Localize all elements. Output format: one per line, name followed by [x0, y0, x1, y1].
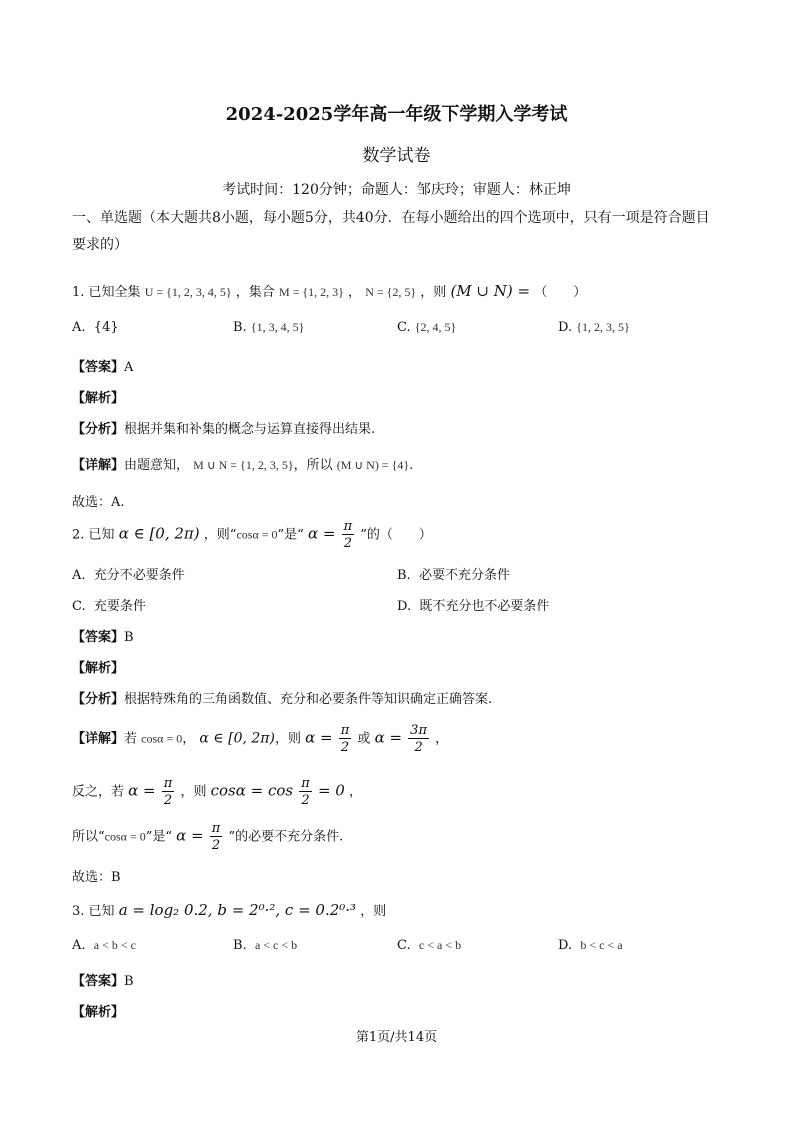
- q1-stem: 1. 已知全集 U = {1, 2, 3, 4, 5} ，集合 M = {1, 2, 3} ， N = {2, 5} ，则 (M ∪ N) = （ ）: [72, 282, 587, 300]
- q3-option-a: A. a < b < c: [72, 938, 136, 953]
- q2-answer: 【答案】B: [72, 630, 134, 645]
- q1-fenxi: 【分析】根据并集和补集的概念与运算直接得出结果.: [72, 422, 376, 437]
- q2-jiexi: 【解析】: [72, 661, 125, 676]
- q2-option-d: D. 既不充分也不必要条件: [397, 599, 550, 614]
- exam-subtitle: 数学试卷: [362, 146, 431, 166]
- exam-info: 考试时间：120分钟；命题人：邹庆玲；审题人：林正坤: [222, 182, 571, 198]
- q1-option-b: B. {1, 3, 4, 5}: [233, 320, 305, 335]
- q2-detail-1: 【详解】若 cosα = 0， α ∈ [0, 2π)，则 α = $\frac{\pi}{2}$ 或 α = $\frac{3\pi}{2}$ ，: [72, 723, 449, 755]
- q3-stem: 3. 已知 a = log₂ 0.2, b = 2⁰·², c = 0.2⁰·³ ，则: [72, 901, 387, 919]
- q2-pi-over-2: $\frac{\pi}{2}$: [343, 519, 353, 551]
- q2-detail-3: 所以“cosα = 0”是“ α = $\frac{\pi}{2}$ ”的必要不充分条件.: [72, 821, 344, 853]
- q2-option-a: A. 充分不必要条件: [72, 568, 185, 583]
- section-heading: 一、单选题（本大题共8小题，每小题5分，共40分．在每小题给出的四个选项中，只有一项是符合题目要求的）: [72, 210, 710, 253]
- q1-option-a: A. {4}: [72, 320, 119, 335]
- q2-fenxi: 【分析】根据特殊角的三角函数值、充分和必要条件等知识确定正确答案.: [72, 692, 493, 707]
- q3-option-c: C. c < a < b: [397, 938, 462, 953]
- q1-jiexi: 【解析】: [72, 391, 125, 406]
- q1-set-u: U = {1, 2, 3, 4, 5}: [144, 285, 232, 299]
- q3-jiexi: 【解析】: [72, 1005, 125, 1020]
- q1-option-d: D. {1, 2, 3, 5}: [558, 320, 630, 335]
- q3-option-b: B. a < c < b: [233, 938, 298, 953]
- q1-detail: 【详解】由题意知， M ∪ N = {1, 2, 3, 5}，所以 (M ∪ N) = {4}.: [72, 458, 414, 473]
- q2-option-c: C. 充要条件: [72, 599, 146, 614]
- q2-detail-2: 反之，若 α = $\frac{\pi}{2}$ ，则 cosα = cos $\frac{\pi}{2}$ = 0 ，: [72, 776, 362, 808]
- q2-option-b: B. 必要不充分条件: [397, 568, 510, 583]
- q2-choose: 故选：B: [72, 870, 121, 885]
- q1-option-c: C. {2, 4, 5}: [397, 320, 457, 335]
- q2-stem: 2. 已知 α ∈ [0, 2π) ，则“cosα = 0”是“ α = $\frac{\pi}{2}$ ”的（ ）: [72, 519, 432, 551]
- q3-option-d: D. b < c < a: [558, 938, 623, 953]
- q1-set-m: M = {1, 2, 3}: [278, 285, 344, 299]
- exam-title: 2024-2025学年高一年级下学期入学考试: [225, 104, 568, 125]
- q1-answer: 【答案】A: [72, 360, 134, 375]
- q1-set-n: N = {2, 5}: [365, 285, 417, 299]
- page-number: 第1页/共14页: [355, 1030, 438, 1045]
- q1-choose: 故选：A.: [72, 495, 125, 510]
- q1-expression: (M ∪ N) =: [450, 282, 531, 300]
- q3-answer: 【答案】B: [72, 974, 134, 989]
